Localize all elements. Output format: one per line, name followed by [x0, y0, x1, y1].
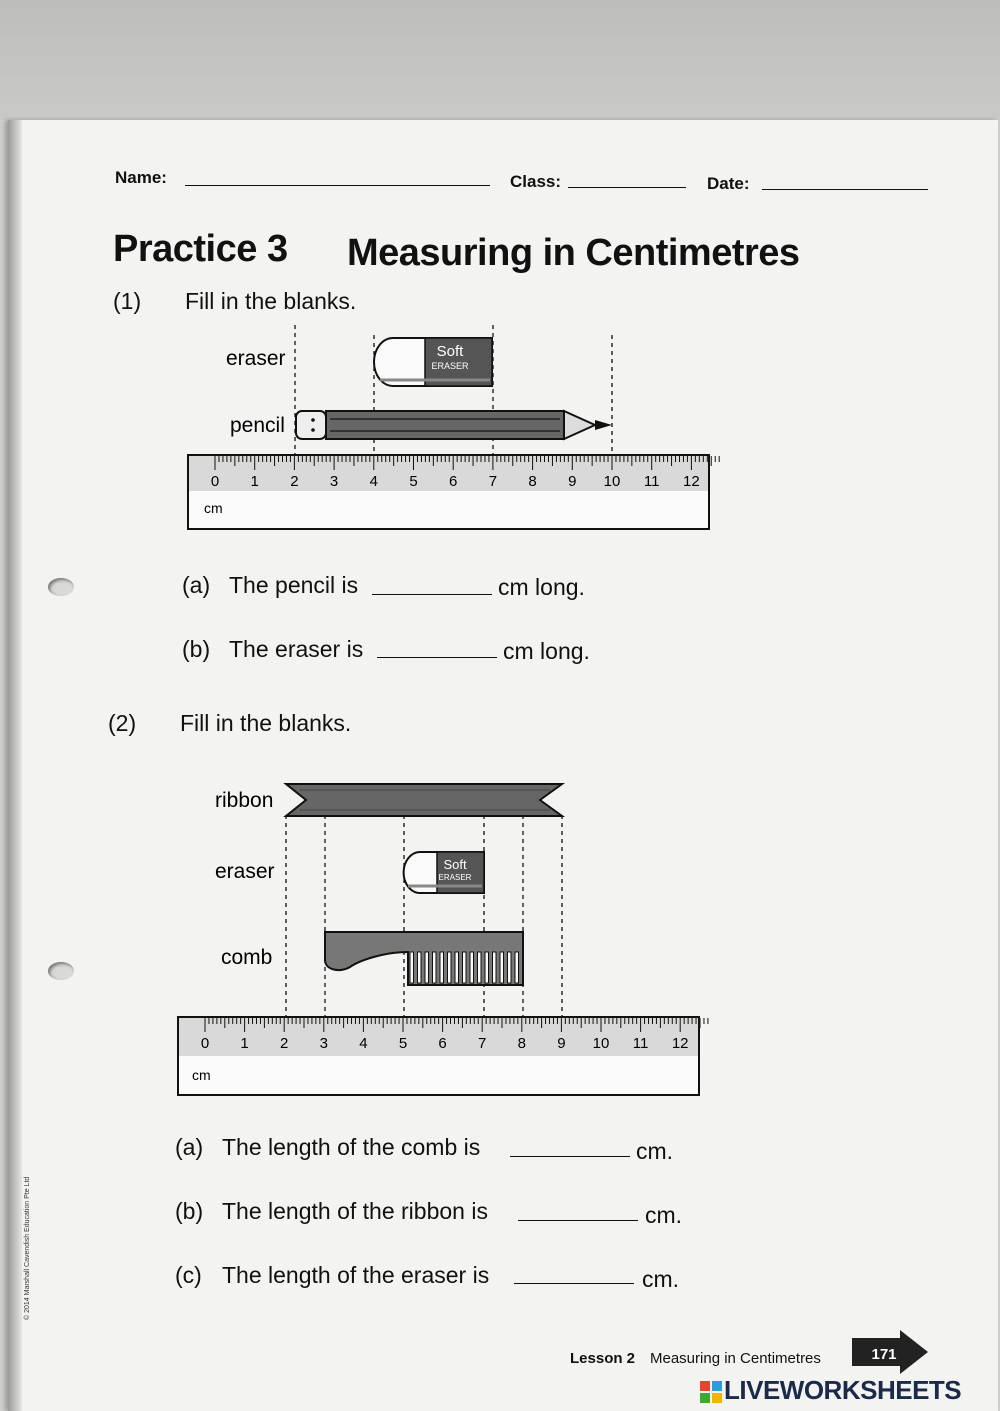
date-field-line[interactable]	[762, 189, 928, 190]
comb-tooth	[515, 952, 519, 983]
label-comb: comb	[221, 946, 273, 969]
ruler-tick-label: 4	[369, 473, 378, 490]
ruler-tick-label: 8	[528, 473, 537, 490]
label-ribbon: ribbon	[215, 789, 274, 812]
watermark	[700, 1375, 961, 1406]
copyright-text: © 2014 Marshall Cavendish Education Pte Ltd	[24, 1176, 31, 1320]
label-eraser: eraser	[215, 860, 275, 883]
ruler-tick-label: 4	[359, 1035, 368, 1052]
label-pencil: pencil	[230, 414, 285, 437]
class-label: Class:	[510, 172, 562, 191]
ruler-tick-label: 9	[557, 1035, 566, 1052]
q1-figure	[180, 320, 720, 535]
ruler-tick-label: 11	[632, 1035, 649, 1052]
comb-tooth	[410, 952, 414, 983]
pencil-icon	[296, 411, 612, 439]
class-field-line[interactable]	[568, 187, 686, 188]
ruler-tick-label: 7	[478, 1035, 487, 1052]
ruler-tick-label: 10	[603, 473, 621, 490]
label-eraser: eraser	[226, 347, 286, 370]
ruler-tick-label: 9	[568, 473, 577, 490]
eraser-icon	[404, 852, 484, 893]
q1a-letter: (a)	[182, 572, 211, 598]
footer-lesson-title: Measuring in Centimetres	[650, 1350, 821, 1367]
q2a-letter: (a)	[175, 1134, 204, 1160]
ruler-tick-label: 5	[398, 1035, 408, 1052]
q2c-letter: (c)	[175, 1262, 202, 1288]
comb-tooth	[418, 952, 422, 983]
ruler-tick-label: 2	[290, 473, 299, 490]
q1a-unit: cm long.	[498, 574, 585, 600]
comb-tooth	[500, 952, 504, 983]
eraser-word-text: ERASER	[431, 361, 469, 371]
ruler-tick-label: 6	[438, 1035, 447, 1052]
comb-tooth	[463, 952, 467, 983]
page-number: 171	[871, 1346, 897, 1363]
scan-background	[0, 0, 1000, 120]
q1b-unit: cm long.	[503, 638, 590, 664]
eraser-icon	[374, 338, 492, 386]
q1b-answer-blank[interactable]	[377, 657, 497, 658]
q1-ruler	[188, 455, 720, 529]
ruler-tick-label: 0	[200, 1035, 210, 1052]
comb-tooth	[485, 952, 489, 983]
practice-title: Practice 3	[113, 228, 288, 270]
ruler-tick-label: 12	[671, 1035, 689, 1052]
ruler-tick-label: 2	[280, 1035, 289, 1052]
q2b-text: The length of the ribbon is	[222, 1198, 488, 1224]
comb-icon	[325, 932, 523, 985]
ruler-tick-label: 12	[683, 473, 700, 490]
ruler-tick-label: 8	[517, 1035, 526, 1052]
ruler-tick-label: 1	[240, 1035, 249, 1052]
ruler-tick-label: 0	[210, 473, 220, 490]
punch-hole	[48, 962, 74, 980]
q2-ruler	[178, 1017, 710, 1095]
ruler-tick-label: 7	[488, 473, 498, 490]
q2-figure	[170, 770, 710, 1100]
q2b-unit: cm.	[645, 1202, 683, 1228]
q2b-answer-blank[interactable]	[518, 1220, 638, 1221]
eraser-brand-text: Soft	[443, 857, 467, 872]
liveworksheets-logo-icon	[700, 1381, 722, 1403]
q1b-letter: (b)	[182, 636, 211, 662]
q1b-text: The eraser is	[229, 636, 364, 662]
comb-tooth	[470, 952, 474, 983]
q2a-answer-blank[interactable]	[510, 1156, 630, 1157]
ruler-tick-label: 3	[329, 473, 339, 490]
comb-tooth	[508, 952, 512, 983]
comb-tooth	[448, 952, 452, 983]
page-edge-shadow	[8, 120, 22, 1411]
q2-instruction: Fill in the blanks.	[180, 710, 352, 736]
comb-tooth	[493, 952, 497, 983]
name-label: Name:	[115, 168, 167, 187]
topic-title: Measuring in Centimetres	[347, 232, 800, 274]
punch-hole	[48, 578, 74, 596]
q2b-letter: (b)	[175, 1198, 204, 1224]
ruler-unit-label: cm	[204, 500, 223, 516]
comb-tooth	[425, 952, 429, 983]
ruler-tick-label: 5	[409, 473, 418, 490]
date-label: Date:	[707, 174, 750, 193]
ruler-tick-label: 1	[250, 473, 259, 490]
ruler-tick-label: 3	[319, 1035, 328, 1052]
eraser-brand-text: Soft	[436, 343, 464, 360]
page-number-arrow-icon	[850, 1330, 930, 1375]
comb-tooth	[478, 952, 482, 983]
q1a-text: The pencil is	[229, 572, 359, 598]
q2c-unit: cm.	[642, 1266, 680, 1292]
q2a-text: The length of the comb is	[222, 1134, 481, 1160]
ribbon-icon	[286, 784, 562, 816]
ruler-tick-label: 11	[643, 473, 660, 490]
ruler-unit-label: cm	[192, 1067, 211, 1083]
comb-tooth	[433, 952, 437, 983]
q2a-unit: cm.	[636, 1138, 674, 1164]
q1a-answer-blank[interactable]	[372, 594, 492, 595]
name-field-line[interactable]	[185, 185, 490, 186]
q2c-answer-blank[interactable]	[514, 1283, 634, 1284]
comb-tooth	[455, 952, 459, 983]
q2-number: (2)	[108, 710, 137, 736]
worksheet-page	[8, 120, 998, 1411]
comb-tooth	[440, 952, 444, 983]
q1-number: (1)	[113, 288, 142, 314]
ruler-tick-label: 10	[592, 1035, 610, 1052]
q1-instruction: Fill in the blanks.	[185, 288, 357, 314]
eraser-word-text: ERASER	[438, 873, 472, 882]
q2c-text: The length of the eraser is	[222, 1262, 490, 1288]
watermark-text: LIVEWORKSHEETS	[724, 1375, 962, 1405]
footer-lesson: Lesson 2	[570, 1350, 636, 1367]
ruler-tick-label: 6	[449, 473, 458, 490]
